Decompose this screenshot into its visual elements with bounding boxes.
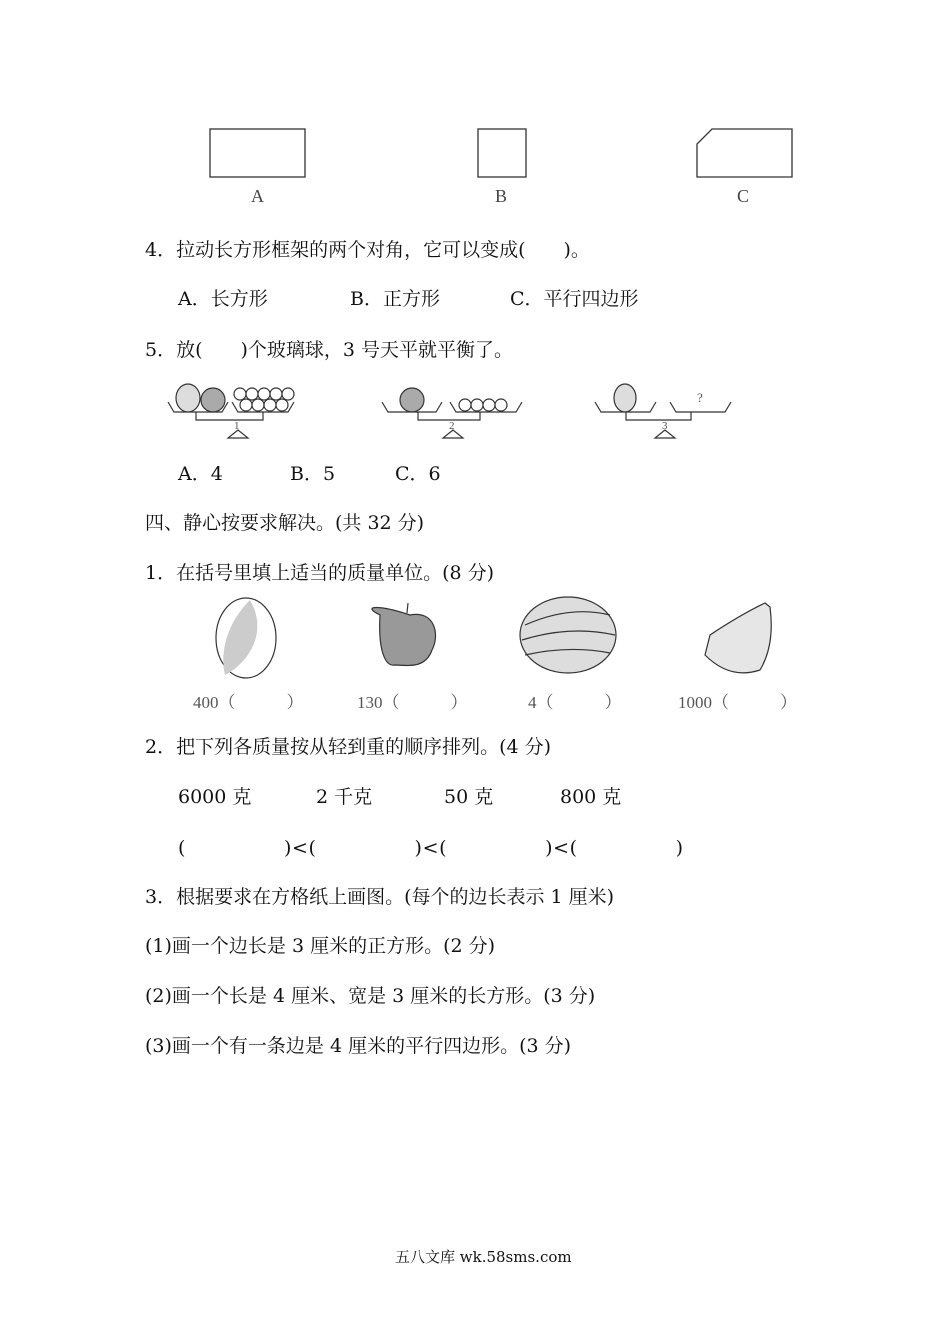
balance-1	[168, 384, 294, 438]
footer: 五八文库 wk.58sms.com	[395, 1248, 572, 1266]
q5-option-b: B．5	[290, 463, 336, 485]
question-5: 5．放( )个玻璃球，3 号天平就平衡了。	[145, 339, 514, 361]
balances-figure	[160, 370, 760, 440]
question-4: 4．拉动长方形框架的两个对角，它可以变成( )。	[145, 239, 590, 261]
q5-option-c: C．6	[395, 463, 441, 485]
mass-value-2: 2 千克	[316, 786, 373, 808]
apple-image	[372, 603, 436, 666]
q5-option-a: A．4	[178, 463, 223, 485]
balance-unknown: ?	[697, 390, 703, 405]
section-4-title: 四、静心按要求解决。(共 32 分)	[145, 512, 425, 534]
shape-label-a: A	[251, 186, 264, 206]
shape-label-c: C	[737, 186, 750, 206]
shape-a-rectangle	[210, 129, 305, 177]
balance-label-3: 3	[662, 420, 668, 432]
q3-part-2: (2)画一个长是 4 厘米、宽是 3 厘米的长方形。(3 分)	[145, 985, 596, 1007]
shapes-figure	[200, 120, 800, 185]
ball-image	[216, 598, 276, 678]
s4-question-2: 2．把下列各质量按从轻到重的顺序排列。(4 分)	[145, 736, 552, 758]
banana-image	[705, 603, 771, 673]
q3-part-3: (3)画一个有一条边是 4 厘米的平行四边形。(3 分)	[145, 1035, 572, 1057]
items-figure	[170, 595, 810, 685]
q3-part-1: (1)画一个边长是 3 厘米的正方形。(2 分)	[145, 935, 496, 957]
q4-option-c: C．平行四边形	[510, 288, 639, 310]
banana-weight: 1000（ ）	[678, 693, 797, 712]
q4-option-a: A．长方形	[178, 288, 268, 310]
watermelon-weight: 4（ ）	[528, 693, 622, 712]
order-blanks: ( )<( )<( )<( )	[178, 837, 684, 859]
mass-value-3: 50 克	[444, 786, 494, 808]
s4-question-1: 1．在括号里填上适当的质量单位。(8 分)	[145, 562, 495, 584]
q4-option-b: B．正方形	[350, 288, 440, 310]
apple-weight: 130（ ）	[357, 693, 468, 712]
s4-question-3: 3．根据要求在方格纸上画图。(每个的边长表示 1 厘米)	[145, 886, 615, 908]
shape-c-cut-rectangle	[697, 129, 792, 177]
mass-value-1: 6000 克	[178, 786, 252, 808]
ball-weight: 400（ ）	[193, 693, 304, 712]
mass-value-4: 800 克	[560, 786, 622, 808]
balance-label-1: 1	[234, 420, 240, 432]
balance-label-2: 2	[449, 420, 455, 432]
shape-label-b: B	[495, 186, 508, 206]
shape-b-square	[478, 129, 526, 177]
watermelon-image	[520, 597, 616, 673]
